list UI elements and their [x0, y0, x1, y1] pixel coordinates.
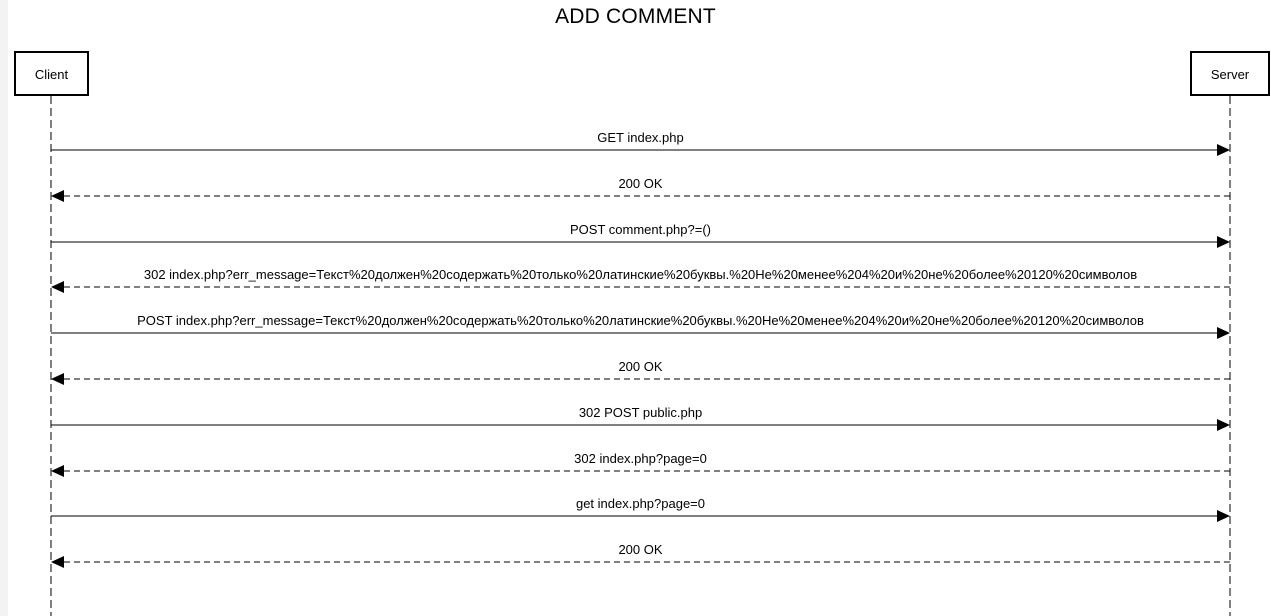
message-9[interactable] — [51, 496, 1230, 522]
message-2[interactable] — [51, 176, 1230, 202]
message-label: POST comment.php?=() — [569, 222, 712, 237]
message-10[interactable] — [51, 542, 1230, 568]
message-list — [51, 130, 1230, 568]
arrowhead-icon — [1217, 236, 1230, 248]
arrowhead-icon — [51, 373, 64, 385]
participant-client-label: Client — [34, 67, 69, 82]
message-8[interactable] — [51, 451, 1230, 477]
arrowhead-icon — [51, 465, 64, 477]
message-4[interactable] — [51, 267, 1230, 293]
message-1[interactable] — [51, 130, 1230, 156]
message-6[interactable] — [51, 359, 1230, 385]
message-label: 200 OK — [618, 176, 663, 191]
message-label: POST index.php?err_message=Текст%20должен%20содержать%20только%20латинские%20буквы.%20Не%20менее%204%20и%20не%20более%20120%20символов — [137, 313, 1144, 328]
message-3[interactable] — [51, 222, 1230, 248]
message-5[interactable] — [51, 313, 1230, 339]
message-label: get index.php?page=0 — [575, 496, 706, 511]
message-label: 200 OK — [618, 542, 663, 557]
message-label: 200 OK — [618, 359, 663, 374]
participant-server[interactable] — [1191, 52, 1269, 95]
arrowhead-icon — [1217, 144, 1230, 156]
arrowhead-icon — [51, 190, 64, 202]
diagram-title: ADD COMMENT — [555, 5, 716, 28]
message-7[interactable] — [51, 405, 1230, 431]
message-label: 302 POST public.php — [578, 405, 703, 420]
message-label: 302 index.php?page=0 — [574, 451, 707, 466]
arrowhead-icon — [1217, 419, 1230, 431]
participant-client[interactable] — [15, 52, 88, 95]
arrowhead-icon — [51, 556, 64, 568]
message-label: 302 index.php?err_message=Текст%20должен%20содержать%20только%20латинские%20буквы.%20Не%20менее%204%20и%20не%20более%20120%20символов — [143, 267, 1138, 282]
message-label: GET index.php — [597, 130, 684, 145]
participant-server-label: Server — [1210, 67, 1250, 82]
arrowhead-icon — [1217, 327, 1230, 339]
arrowhead-icon — [1217, 510, 1230, 522]
arrowhead-icon — [51, 281, 64, 293]
